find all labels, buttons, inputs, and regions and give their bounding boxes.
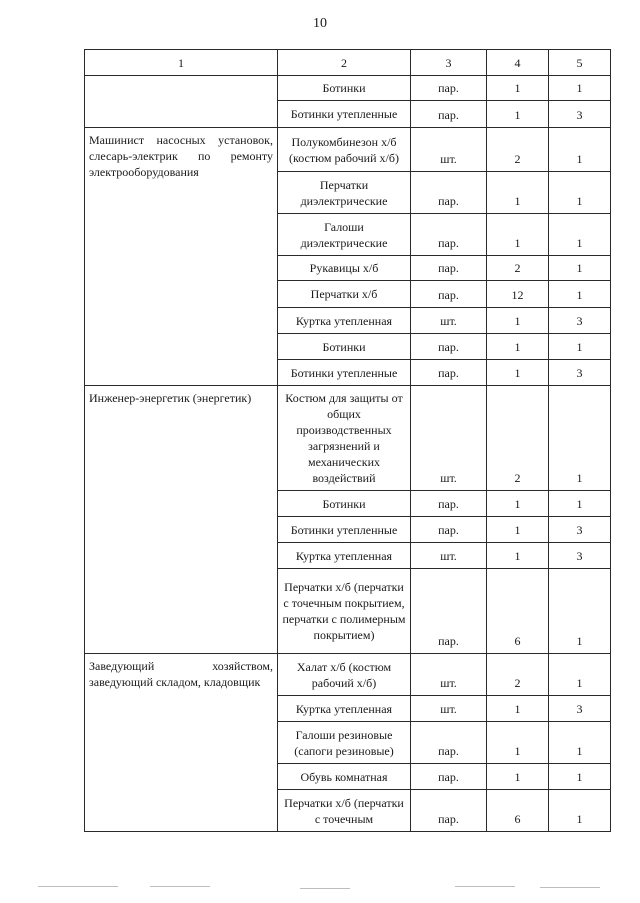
- table-row: [85, 654, 611, 696]
- scan-mark: [300, 888, 350, 889]
- item-name: Ботинки утепленные: [278, 101, 411, 128]
- scan-mark: [455, 886, 515, 887]
- item-unit: шт.: [411, 128, 487, 172]
- role-cell: Инженер-энергетик (энергетик): [85, 386, 278, 654]
- item-name: Перчатки х/б: [278, 281, 411, 308]
- item-period: 3: [549, 517, 611, 543]
- item-unit: пар.: [411, 101, 487, 128]
- table-row: [85, 76, 611, 101]
- item-name: Куртка утепленная: [278, 696, 411, 722]
- item-name: Ботинки: [278, 76, 411, 101]
- item-unit: пар.: [411, 569, 487, 654]
- item-period: 1: [549, 491, 611, 517]
- item-period: 1: [549, 722, 611, 764]
- table-header-row: [85, 50, 611, 76]
- item-period: 1: [549, 654, 611, 696]
- item-quantity: 2: [487, 386, 549, 491]
- item-name: Галоши диэлектрические: [278, 214, 411, 256]
- item-unit: пар.: [411, 360, 487, 386]
- item-period: 3: [549, 360, 611, 386]
- item-unit: пар.: [411, 790, 487, 832]
- item-period: 1: [549, 128, 611, 172]
- column-header-4: 4: [487, 50, 549, 76]
- item-period: 1: [549, 172, 611, 214]
- item-unit: шт.: [411, 543, 487, 569]
- table-row: [85, 128, 611, 172]
- role-cell: [85, 76, 278, 128]
- item-period: 3: [549, 543, 611, 569]
- item-unit: пар.: [411, 491, 487, 517]
- item-period: 1: [549, 386, 611, 491]
- item-name: Куртка утепленная: [278, 543, 411, 569]
- item-name: Ботинки утепленные: [278, 517, 411, 543]
- item-period: 1: [549, 334, 611, 360]
- item-quantity: 1: [487, 334, 549, 360]
- item-period: 1: [549, 256, 611, 281]
- item-period: 1: [549, 281, 611, 308]
- item-name: Рукавицы х/б: [278, 256, 411, 281]
- role-cell: Заведующий хозяйством, заведующий складом, кладовщик: [85, 654, 278, 832]
- ppe-norms-table: [84, 49, 611, 832]
- item-name: Галоши резиновые (сапоги резиновые): [278, 722, 411, 764]
- column-header-5: 5: [549, 50, 611, 76]
- item-quantity: 12: [487, 281, 549, 308]
- table-row: [85, 386, 611, 491]
- item-unit: шт.: [411, 386, 487, 491]
- item-quantity: 1: [487, 172, 549, 214]
- item-period: 3: [549, 308, 611, 334]
- item-name: Перчатки диэлектрические: [278, 172, 411, 214]
- item-period: 3: [549, 696, 611, 722]
- column-header-2: 2: [278, 50, 411, 76]
- item-unit: пар.: [411, 722, 487, 764]
- item-quantity: 2: [487, 128, 549, 172]
- item-name: Ботинки: [278, 491, 411, 517]
- item-unit: шт.: [411, 308, 487, 334]
- item-name: Куртка утепленная: [278, 308, 411, 334]
- column-header-3: 3: [411, 50, 487, 76]
- item-period: 1: [549, 790, 611, 832]
- item-quantity: 1: [487, 76, 549, 101]
- item-quantity: 1: [487, 696, 549, 722]
- scan-artifact-lines: [0, 884, 640, 892]
- item-period: 1: [549, 76, 611, 101]
- scan-mark: [540, 887, 600, 888]
- item-quantity: 1: [487, 308, 549, 334]
- item-quantity: 1: [487, 101, 549, 128]
- item-unit: пар.: [411, 76, 487, 101]
- item-unit: пар.: [411, 256, 487, 281]
- item-quantity: 1: [487, 491, 549, 517]
- item-quantity: 1: [487, 543, 549, 569]
- item-unit: шт.: [411, 696, 487, 722]
- page-number: 10: [313, 16, 327, 31]
- scan-mark: [150, 886, 210, 887]
- item-unit: пар.: [411, 172, 487, 214]
- item-name: Перчатки х/б (перчатки с точечным покрытием, перчатки с полимерным покрытием): [278, 569, 411, 654]
- item-quantity: 6: [487, 790, 549, 832]
- item-quantity: 1: [487, 722, 549, 764]
- item-quantity: 1: [487, 764, 549, 790]
- item-quantity: 1: [487, 360, 549, 386]
- item-unit: пар.: [411, 214, 487, 256]
- item-unit: шт.: [411, 654, 487, 696]
- item-name: Обувь комнатная: [278, 764, 411, 790]
- item-period: 1: [549, 764, 611, 790]
- scan-mark: [38, 886, 118, 887]
- item-quantity: 2: [487, 654, 549, 696]
- item-name: Полукомбинезон х/б (костюм рабочий х/б): [278, 128, 411, 172]
- item-unit: пар.: [411, 764, 487, 790]
- item-period: 3: [549, 101, 611, 128]
- item-quantity: 1: [487, 214, 549, 256]
- item-quantity: 1: [487, 517, 549, 543]
- item-name: Перчатки х/б (перчатки с точечным: [278, 790, 411, 832]
- item-period: 1: [549, 569, 611, 654]
- item-unit: пар.: [411, 281, 487, 308]
- item-unit: пар.: [411, 334, 487, 360]
- role-cell: Машинист насосных установок, слесарь-электрик по ремонту электрооборудования: [85, 128, 278, 386]
- item-quantity: 2: [487, 256, 549, 281]
- item-name: Ботинки утепленные: [278, 360, 411, 386]
- item-name: Костюм для защиты от общих производственных загрязнений и механических воздействий: [278, 386, 411, 491]
- column-header-1: 1: [85, 50, 278, 76]
- item-quantity: 6: [487, 569, 549, 654]
- item-name: Халат х/б (костюм рабочий х/б): [278, 654, 411, 696]
- item-name: Ботинки: [278, 334, 411, 360]
- item-period: 1: [549, 214, 611, 256]
- item-unit: пар.: [411, 517, 487, 543]
